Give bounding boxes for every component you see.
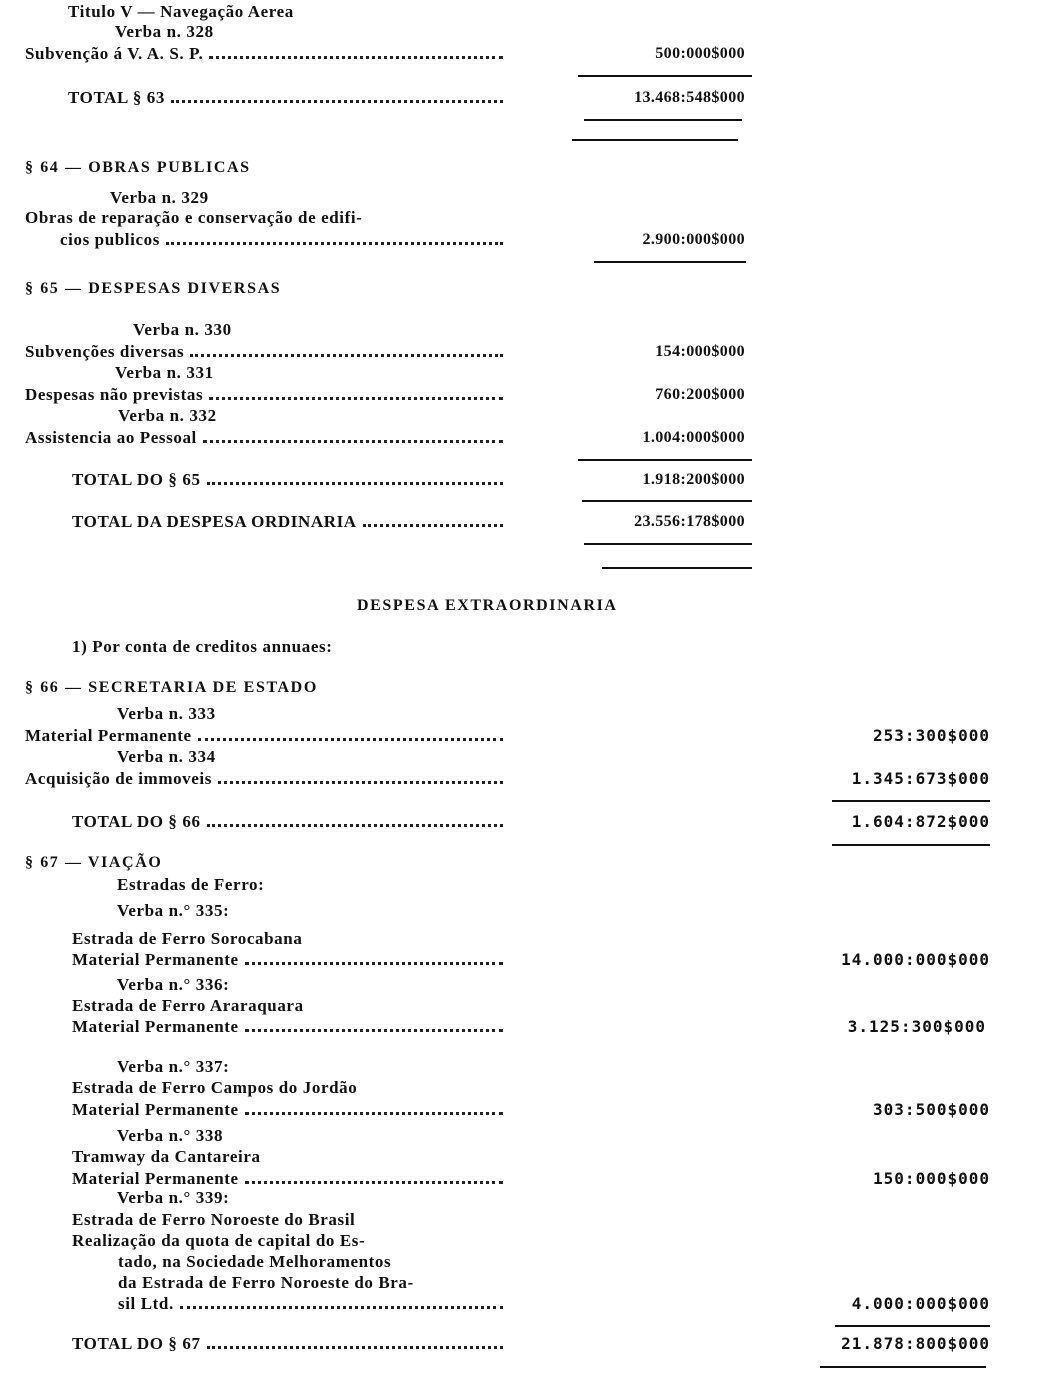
item-label: Despesas não previstas — [25, 385, 204, 404]
line-item — [25, 342, 505, 362]
rule — [594, 261, 746, 263]
rule — [578, 75, 752, 77]
item-label: tado, na Sociedade Melhoramentos — [118, 1252, 392, 1271]
total-label: TOTAL DO § 67 — [72, 1334, 201, 1353]
item-amount: 14.000:000$000 — [841, 950, 990, 969]
verba-label: Verba n. 328 — [115, 22, 214, 41]
rule — [832, 844, 990, 846]
item-amount: 2.900:000$000 — [642, 231, 745, 248]
item-label: Assistencia ao Pessoal — [25, 428, 197, 447]
line-item — [72, 950, 505, 970]
total-label: TOTAL DO § 65 — [72, 470, 201, 489]
item-label: Material Permanente — [72, 1169, 239, 1188]
dot-leader — [218, 781, 503, 784]
line-item — [72, 1100, 505, 1120]
line-item — [72, 1017, 505, 1037]
line-item — [72, 1169, 505, 1189]
item-label: Material Permanente — [72, 950, 239, 969]
dot-leader — [245, 1181, 503, 1184]
total-line — [72, 812, 505, 832]
rule — [832, 800, 990, 802]
subsection-title: 1) Por conta de creditos annuaes: — [72, 637, 333, 656]
item-amount: 3.125:300$000 — [847, 1017, 986, 1036]
item-label: Subvenções diversas — [25, 342, 185, 361]
item-label: sil Ltd. — [118, 1294, 174, 1313]
line-item — [60, 230, 505, 250]
item-amount: 154:000$000 — [655, 343, 745, 360]
total-line — [68, 88, 505, 108]
section-heading: § 67 — VIAÇÃO — [25, 854, 163, 871]
rule — [602, 567, 752, 569]
total-line — [72, 1334, 505, 1354]
rule — [584, 119, 742, 121]
total-amount: 23.556:178$000 — [634, 513, 745, 530]
item-label: Material Permanente — [25, 726, 192, 745]
rule — [584, 543, 752, 545]
dot-leader — [166, 242, 503, 245]
dot-leader — [207, 482, 503, 485]
section-heading: § 65 — DESPESAS DIVERSAS — [25, 280, 282, 297]
dot-leader — [207, 1346, 503, 1349]
rule — [820, 1366, 986, 1368]
rule — [835, 1325, 990, 1327]
item-label: Obras de reparação e conservação de edifi- — [25, 208, 363, 227]
total-label: TOTAL DO § 66 — [72, 812, 201, 831]
total-amount: 13.468:548$000 — [634, 89, 745, 106]
dot-leader — [207, 824, 503, 827]
verba-label: Verba n.° 336: — [117, 975, 230, 994]
verba-label: Verba n.° 337: — [117, 1057, 230, 1076]
dot-leader — [209, 56, 503, 59]
dot-leader — [245, 1112, 503, 1115]
item-amount: 500:000$000 — [655, 45, 745, 62]
item-amount: 253:300$000 — [873, 726, 990, 745]
dot-leader — [203, 440, 503, 443]
total-amount: 21.878:800$000 — [841, 1334, 990, 1353]
dot-leader — [245, 1029, 503, 1032]
line-item — [118, 1294, 505, 1314]
dot-leader — [209, 397, 503, 400]
item-amount: 4.000:000$000 — [851, 1294, 990, 1313]
total-line — [72, 512, 505, 532]
railway-name: Estrada de Ferro Sorocabana — [72, 929, 303, 948]
item-label: Material Permanente — [72, 1017, 239, 1036]
section-heading: § 64 — OBRAS PUBLICAS — [25, 159, 251, 176]
total-label: TOTAL § 63 — [68, 88, 166, 107]
line-item — [25, 769, 505, 789]
item-label: Acquisição de immoveis — [25, 769, 212, 788]
item-label: Realização da quota de capital do Es- — [72, 1231, 366, 1250]
total-amount: 1.604:872$000 — [851, 812, 990, 831]
item-amount: 760:200$000 — [655, 386, 745, 403]
rule — [572, 139, 738, 141]
verba-label: Verba n. 330 — [133, 320, 232, 339]
item-label: da Estrada de Ferro Noroeste do Bra- — [118, 1273, 414, 1292]
line-item — [25, 385, 505, 405]
verba-label: Verba n. 333 — [117, 704, 216, 723]
item-label: Material Permanente — [72, 1100, 239, 1119]
verba-label: Verba n. 331 — [115, 363, 214, 382]
railway-name: Estrada de Ferro Campos do Jordão — [72, 1078, 358, 1097]
total-label: TOTAL DA DESPESA ORDINARIA — [72, 512, 357, 531]
item-amount: 1.345:673$000 — [851, 769, 990, 788]
dot-leader — [180, 1306, 503, 1309]
railway-name: Estrada de Ferro Araraquara — [72, 996, 304, 1015]
dot-leader — [363, 524, 503, 527]
verba-label: Verba n.° 338 — [117, 1126, 224, 1145]
dot-leader — [198, 738, 503, 741]
section-heading: § 66 — SECRETARIA DE ESTADO — [25, 679, 318, 696]
total-line — [72, 470, 505, 490]
line-item — [25, 44, 505, 64]
line-item — [25, 726, 505, 746]
subheading: Estradas de Ferro: — [117, 875, 265, 894]
rule — [578, 459, 752, 461]
verba-label: Verba n. 334 — [117, 747, 216, 766]
railway-name: Tramway da Cantareira — [72, 1147, 261, 1166]
item-amount: 150:000$000 — [873, 1169, 990, 1188]
verba-label: Verba n. 332 — [118, 406, 217, 425]
section-heading: Titulo V — Navegação Aerea — [68, 2, 294, 21]
item-label: Subvenção á V. A. S. P. — [25, 44, 204, 63]
item-amount: 1.004:000$000 — [642, 429, 745, 446]
rule — [582, 500, 752, 502]
dot-leader — [190, 354, 503, 357]
verba-label: Verba n.° 339: — [117, 1188, 230, 1207]
item-label: cios publicos — [60, 230, 160, 249]
verba-label: Verba n. 329 — [110, 188, 209, 207]
railway-name: Estrada de Ferro Noroeste do Brasil — [72, 1210, 356, 1229]
dot-leader — [245, 962, 503, 965]
line-item — [25, 428, 505, 448]
verba-label: Verba n.° 335: — [117, 901, 230, 920]
total-amount: 1.918:200$000 — [642, 471, 745, 488]
item-amount: 303:500$000 — [873, 1100, 990, 1119]
section-title: DESPESA EXTRAORDINARIA — [357, 597, 618, 614]
dot-leader — [171, 100, 503, 103]
